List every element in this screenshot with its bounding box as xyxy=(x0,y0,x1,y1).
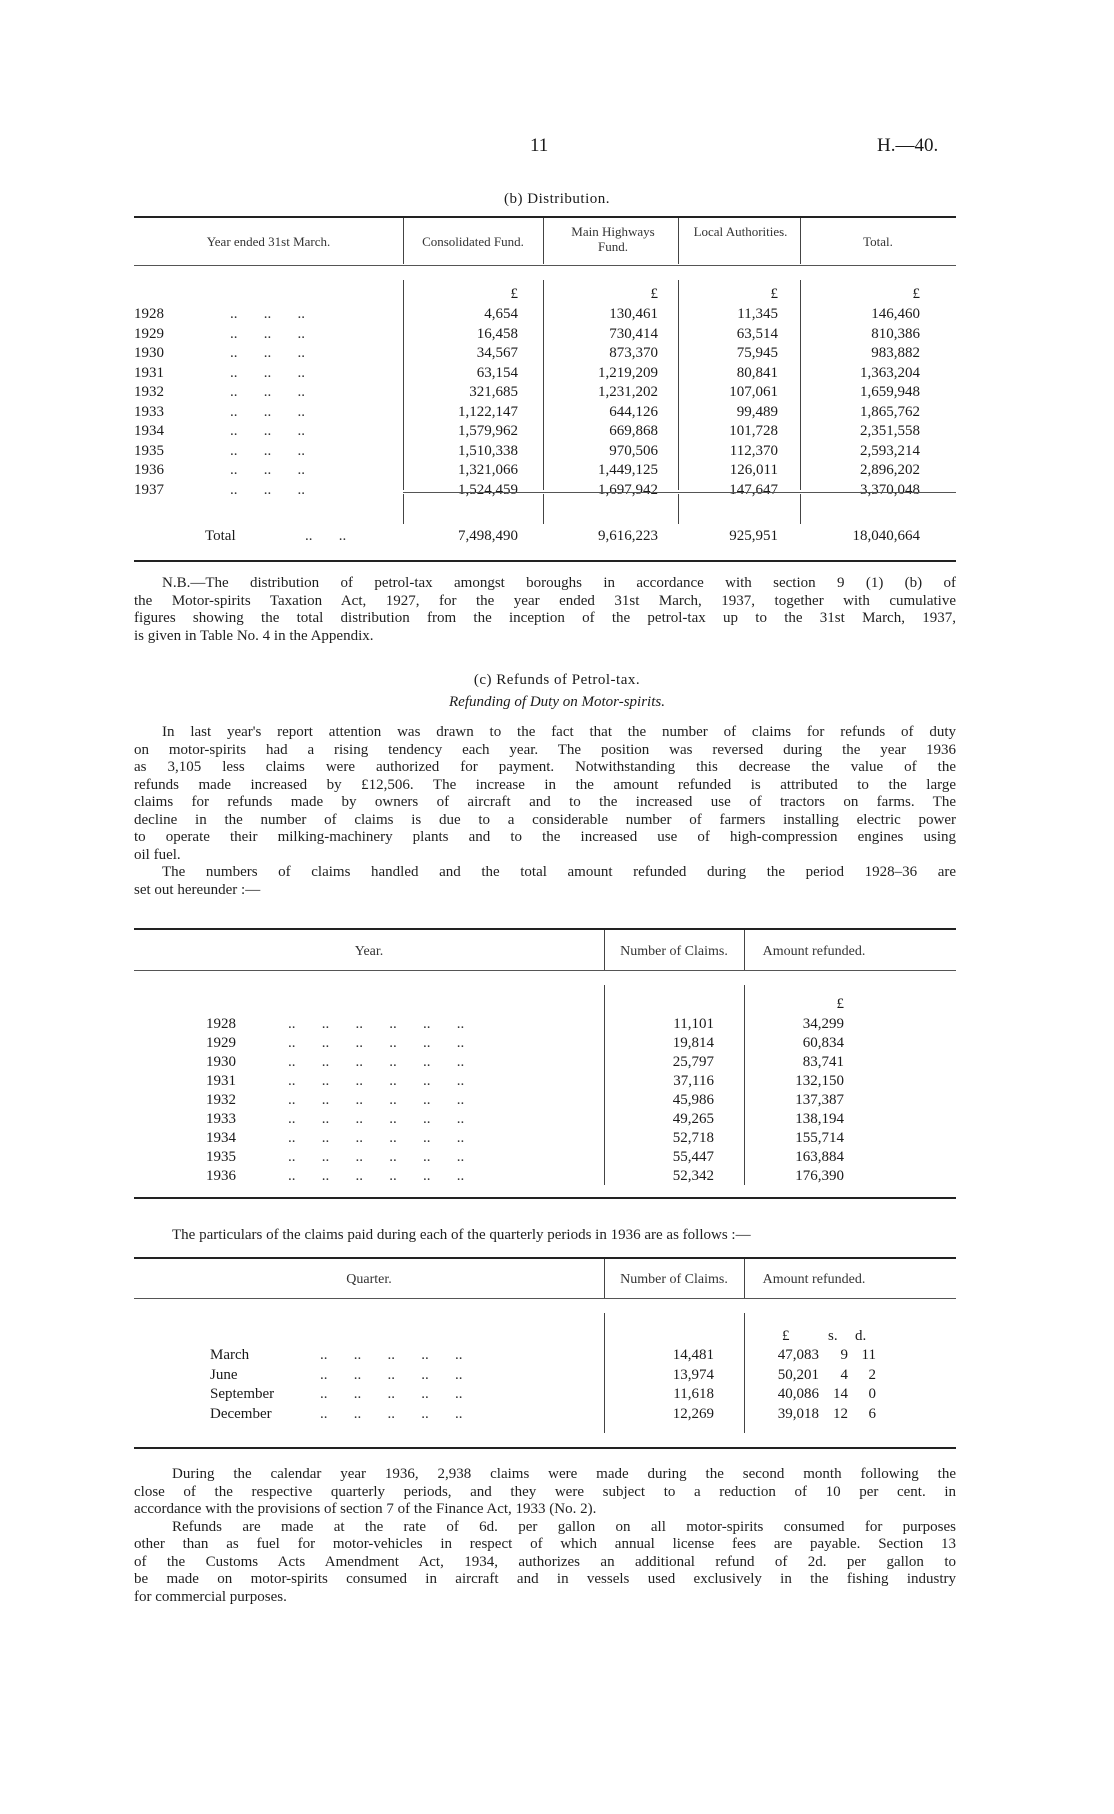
row-year: 1934 xyxy=(134,423,164,439)
column-header-claims: Number of Claims. xyxy=(620,944,728,959)
row-claims: 45,986 xyxy=(672,1092,714,1108)
row-consolidated: 1,321,066 xyxy=(458,462,518,478)
row-pounds: 47,083 xyxy=(777,1347,819,1363)
rule xyxy=(134,216,956,218)
total-row-label: Total xyxy=(205,528,236,544)
row-pence: 6 xyxy=(868,1405,876,1422)
row-highways: 644,126 xyxy=(609,403,658,420)
row-amount: 163,884 xyxy=(795,1149,844,1165)
row-local: 99,489 xyxy=(736,403,778,420)
row-pence: 0 xyxy=(868,1386,876,1402)
rule xyxy=(134,1447,956,1449)
leader-dots: .. .. .. .. .. .. xyxy=(288,1092,465,1108)
text-line: figures showing the total distribution from the inception of the petrol-tax up to the 31st March, 1937, xyxy=(134,610,956,626)
leader-dots: .. .. .. xyxy=(230,364,305,381)
text-line: decline in the number of claims is due to a considerable number of farmers installing electric power xyxy=(134,811,956,828)
row-pounds: 39,018 xyxy=(777,1405,819,1422)
row-year: 1930 xyxy=(134,345,164,361)
row-year: 1931 xyxy=(134,364,164,381)
refunds-paragraph xyxy=(134,724,956,899)
row-consolidated: 1,122,147 xyxy=(458,403,518,420)
row-pence: 11 xyxy=(861,1347,876,1363)
row-consolidated: 34,567 xyxy=(476,345,518,361)
row-consolidated: 321,685 xyxy=(469,384,518,400)
row-local: 107,061 xyxy=(729,384,778,400)
row-year: 1937 xyxy=(134,481,164,498)
row-total: 1,363,204 xyxy=(860,364,920,381)
text-line: Refunds are made at the rate of 6d. per gallon on all motor-spirits consumed for purposes xyxy=(172,1518,956,1535)
text-line: for commercial purposes. xyxy=(134,1588,287,1605)
row-consolidated: 4,654 xyxy=(484,306,518,322)
text-line: other than as fuel for motor-vehicles in respect of which annual license fees are payable. Section 13 xyxy=(134,1536,956,1552)
total-highways: 9,616,223 xyxy=(598,528,658,544)
refunds-title: (c) Refunds of Petrol-tax. xyxy=(473,672,641,688)
rule xyxy=(134,1298,956,1299)
leader-dots: .. .. .. xyxy=(230,384,305,400)
text-line: is given in Table No. 4 in the Appendix. xyxy=(134,627,374,644)
row-highways: 730,414 xyxy=(609,325,658,342)
text-line: During the calendar year 1936, 2,938 claims were made during the second month following the xyxy=(172,1466,956,1482)
leader-dots: .. .. .. xyxy=(230,462,305,478)
row-claims: 52,718 xyxy=(672,1130,714,1146)
leader-dots: .. .. .. xyxy=(230,403,305,420)
leader-dots: .. .. .. .. .. .. xyxy=(288,1111,465,1127)
text-line: close of the respective quarterly periods, and they were subject to a reduction of 10 per cent. in xyxy=(134,1483,956,1500)
document-reference: H.—40. xyxy=(877,135,939,156)
row-total: 2,593,214 xyxy=(860,442,920,459)
rule xyxy=(134,1257,956,1259)
row-local: 112,370 xyxy=(729,442,778,459)
leader-dots: .. .. .. .. .. xyxy=(320,1366,463,1383)
currency-symbol: £ xyxy=(770,286,778,302)
row-claims: 14,481 xyxy=(672,1347,714,1363)
row-consolidated: 1,510,338 xyxy=(458,442,518,459)
rule xyxy=(134,560,956,562)
text-line: In last year's report attention was drawn to the fact that the number of claims for refunds of duty xyxy=(162,724,956,740)
row-highways: 1,219,209 xyxy=(598,364,658,381)
total-consolidated: 7,498,490 xyxy=(458,528,518,544)
leader-dots: .. .. .. .. .. .. xyxy=(288,1073,465,1089)
row-claims: 11,101 xyxy=(673,1016,714,1032)
text-line: on motor-spirits had a rising tendency each year. The position was reversed during the year 1936 xyxy=(134,741,956,758)
row-total: 983,882 xyxy=(871,345,920,361)
column-header-year: Year ended 31st March. xyxy=(206,234,331,249)
leader-dots: .. .. .. .. .. xyxy=(320,1347,463,1363)
row-quarter: March xyxy=(210,1347,250,1363)
row-quarter: June xyxy=(210,1366,238,1383)
row-local: 80,841 xyxy=(736,364,778,381)
total-local: 925,951 xyxy=(729,528,778,544)
row-claims: 12,269 xyxy=(672,1405,714,1422)
page-number: 11 xyxy=(530,135,549,156)
row-claims: 25,797 xyxy=(672,1054,714,1070)
row-total: 810,386 xyxy=(871,325,920,342)
row-shillings: 9 xyxy=(840,1347,848,1363)
text-line: N.B.—The distribution of petrol-tax amongst boroughs in accordance with section 9 (1) (b) of xyxy=(162,575,956,591)
row-year: 1928 xyxy=(134,306,164,322)
row-local: 101,728 xyxy=(729,423,778,439)
rule xyxy=(134,970,956,971)
leader-dots: .. .. .. .. .. .. xyxy=(288,1016,465,1032)
row-claims: 19,814 xyxy=(672,1035,714,1051)
document-page: 11 H.—40. (b) Distribution. Year ended 31st March. Consolidated Fund. Main Highways Fund. Local Authorities. Total. £ £ £ £ 1928 .. .. .. 4,654 130,461 11,345 146,460 1929 .. .. .. 16,458 730,414 63,514 810,386 1930 .. .. .. 34,567 873,370 75,945 983,882 1931 .. .. .. 63,154 1,219,209 80,841 1,363,204 1932 .. .. .. 321,685 1,231,202 107,061 1,659,948 1933 .. .. .. 1,122,147 644,126 99,489 1,865,762 1934 .. .. .. 1,579,962 669,868 101,728 2,351,558 1935 .. .. .. 1,510,338 970,506 112,370 2,593,214 1936 .. .. .. 1,321,066 1,449,125 126,011 2,896,202 1937 .. .. .. 1,524,459 1,697,942 147,647 3,370,048 Total .. .. 7,498,490 9,616,223 925,951 18,040,664 N.B.—The distribution of petrol-tax amongst boroughs in accordance with section 9 (1) (b) of the Motor-spirits Taxation Act, 1927, for the year ended 31st March, 1937, together with cumulative figures showing the total distribution from the inception of the petrol-tax up to the 31st March, 1937, is given in Table No. 4 in the Appendix. (c) Refunds of Petrol-tax. Refunding of Duty on Motor-spirits. In last year's report attention was drawn to the fact that the number of claims for refunds of duty on motor-spirits had a rising tendency each year. The position was reversed during the year 1936 as 3,105 less claims were authorized for payment. Notwithstanding this decrease the value of the refunds made increased by £12,506. The increase in the amount refunded is attributed to the large claims for refunds made by owners of aircraft and to the increased use of tractors on farms. The decline in the number of claims is due to a considerable number of farmers installing electric power to operate their milking-machinery plants and to the increased use of high-compression engines using oil fuel. The numbers of claims handled and the total amount refunded during the period 1928–36 are set out hereunder :— Year. Number of Claims. Amount refunded. £ 1928 .. .. .. .. .. .. 11,101 34,299 1929 .. .. .. .. .. .. 19,814 60,834 1930 .. .. .. .. .. .. 25,797 83,741 1931 .. .. .. .. .. .. 37,116 132,150 1932 .. .. .. .. .. .. 45,986 137,387 1933 .. .. .. .. .. .. 49,265 138,194 1934 .. .. .. .. .. .. 52,718 155,714 1935 .. .. .. .. .. .. 55,447 163,884 1936 .. .. .. .. .. .. 52,342 176,390 The particulars of the claims paid during each of the quarterly periods in 1936 are as follows :— Quarter. Number of Claims. Amount refunded. £ s. d. March .. .. .. .. .. 14,481 47,083 9 11 June .. .. .. .. .. 13,974 50,201 4 2 September .. .. .. .. .. 11,618 40,086 14 0 December .. .. .. .. .. 12,269 39,018 12 6 During the calendar year 1936, 2,938 claims were made during the second month following the close of the respective quarterly periods, and they were subject to a reduction of 10 per cent. in accordance with the provisions of section 7 of the Finance Act, 1933 (No. 2). Refunds are made at the rate of 6d. per gallon on all motor-spirits consumed for purposes other than as fuel for motor-vehicles in respect of which annual license fees are payable. Section 13 of the Customs Acts Amendment Act, 1934, authorizes an additional refund of 2d. per gallon to be made on motor-spirits consumed in aircraft and in vessels used exclusively in the fishing industry for commercial purposes. xyxy=(0,0,1114,1814)
row-total: 2,896,202 xyxy=(860,462,920,478)
leader-dots: .. .. .. .. .. .. xyxy=(288,1054,465,1070)
row-highways: 873,370 xyxy=(609,345,658,361)
text-line: the Motor-spirits Taxation Act, 1927, for the year ended 31st March, 1937, together with cumulative xyxy=(134,592,956,609)
leader-dots: .. .. .. xyxy=(230,306,305,322)
row-amount: 34,299 xyxy=(802,1016,844,1032)
text-line: of the Customs Acts Amendment Act, 1934, authorizes an additional refund of 2d. per gallon to xyxy=(134,1553,956,1570)
distribution-title: (b) Distribution. xyxy=(504,191,610,207)
currency-symbol: £ xyxy=(510,286,518,302)
column-header-consolidated: Consolidated Fund. xyxy=(422,234,524,249)
row-year: 1932 xyxy=(134,384,164,400)
row-quarter: September xyxy=(210,1386,275,1402)
row-amount: 155,714 xyxy=(795,1130,844,1146)
row-year: 1931 xyxy=(206,1073,236,1089)
row-shillings: 12 xyxy=(833,1405,848,1422)
row-highways: 970,506 xyxy=(609,442,658,459)
row-local: 63,514 xyxy=(736,325,778,342)
text-line: The numbers of claims handled and the total amount refunded during the period 1928–36 are xyxy=(162,864,956,880)
leader-dots: .. .. .. xyxy=(230,442,305,459)
column-header-amount: Amount refunded. xyxy=(762,1272,866,1287)
row-total: 1,865,762 xyxy=(860,403,920,420)
row-year: 1933 xyxy=(206,1111,236,1127)
row-year: 1929 xyxy=(134,325,164,342)
row-highways: 669,868 xyxy=(609,423,658,439)
text-line: refunds made increased by £12,506. The increase in the amount refunded is attributed to the large xyxy=(134,776,956,793)
refunds-subtitle: Refunding of Duty on Motor-spirits. xyxy=(449,694,665,710)
text-line: oil fuel. xyxy=(134,846,181,863)
row-year: 1930 xyxy=(206,1054,236,1070)
row-highways: 1,449,125 xyxy=(598,462,658,478)
currency-symbol: £ xyxy=(650,286,658,302)
row-local: 147,647 xyxy=(729,481,778,498)
row-consolidated: 1,579,962 xyxy=(458,423,518,439)
text-line: The particulars of the claims paid during each of the quarterly periods in 1936 are as follows :— xyxy=(172,1227,751,1243)
leader-dots: .. .. .. xyxy=(230,345,305,361)
leader-dots: .. .. .. .. .. .. xyxy=(288,1149,465,1165)
row-year: 1933 xyxy=(134,403,164,420)
row-claims: 13,974 xyxy=(672,1366,714,1383)
nb-paragraph xyxy=(134,575,956,645)
text-line: set out hereunder :— xyxy=(134,881,261,898)
column-header-quarter: Quarter. xyxy=(346,1272,392,1287)
text-line: be made on motor-spirits consumed in aircraft and in vessels used exclusively in the fishing industry xyxy=(134,1571,956,1587)
column-header-claims: Number of Claims. xyxy=(620,1272,728,1287)
row-pounds: 50,201 xyxy=(777,1366,819,1383)
row-highways: 130,461 xyxy=(609,306,658,322)
leader-dots: .. .. .. xyxy=(230,325,305,342)
leader-dots: .. .. .. .. .. xyxy=(320,1405,463,1422)
rule xyxy=(134,1197,956,1199)
total-total: 18,040,664 xyxy=(852,528,920,544)
row-local: 75,945 xyxy=(736,345,778,361)
text-line: claims for refunds made by owners of aircraft and to the increased use of tractors on farms. The xyxy=(134,794,956,810)
row-claims: 49,265 xyxy=(672,1111,714,1127)
unit-pounds: £ xyxy=(782,1328,790,1344)
row-year: 1936 xyxy=(206,1168,236,1184)
leader-dots: .. .. .. .. .. xyxy=(320,1386,463,1402)
row-shillings: 4 xyxy=(840,1366,848,1383)
row-local: 126,011 xyxy=(729,462,778,478)
row-claims: 37,116 xyxy=(673,1073,714,1089)
currency-symbol: £ xyxy=(912,286,920,302)
rule xyxy=(134,928,956,930)
row-amount: 138,194 xyxy=(795,1111,844,1127)
row-consolidated: 63,154 xyxy=(476,364,518,381)
row-pence: 2 xyxy=(868,1366,876,1383)
row-year: 1929 xyxy=(206,1035,236,1051)
row-amount: 176,390 xyxy=(795,1168,844,1184)
row-pounds: 40,086 xyxy=(777,1386,819,1402)
final-paragraph xyxy=(134,1466,956,1606)
text-line: accordance with the provisions of section 7 of the Finance Act, 1933 (No. 2). xyxy=(134,1501,597,1517)
column-header-local: Local Authorities. xyxy=(693,224,788,239)
row-year: 1932 xyxy=(206,1092,236,1108)
leader-dots: .. .. .. .. .. .. xyxy=(288,1035,465,1051)
row-total: 3,370,048 xyxy=(860,481,920,498)
leader-dots: .. .. .. .. .. .. xyxy=(288,1130,465,1146)
row-amount: 60,834 xyxy=(802,1035,844,1051)
row-total: 1,659,948 xyxy=(860,384,920,400)
quarterly-intro xyxy=(134,1227,956,1245)
row-claims: 52,342 xyxy=(672,1168,714,1184)
row-highways: 1,231,202 xyxy=(598,384,658,400)
row-amount: 83,741 xyxy=(802,1054,844,1070)
row-quarter: December xyxy=(210,1405,272,1422)
row-shillings: 14 xyxy=(833,1386,848,1402)
row-year: 1934 xyxy=(206,1130,236,1146)
row-claims: 11,618 xyxy=(673,1386,714,1402)
leader-dots: .. .. .. xyxy=(230,423,305,439)
row-amount: 137,387 xyxy=(795,1092,844,1108)
text-line: as 3,105 less claims were authorized for payment. Notwithstanding this decrease the value of the xyxy=(134,759,956,775)
column-header-amount: Amount refunded. xyxy=(762,944,866,959)
row-year: 1936 xyxy=(134,462,164,478)
rule xyxy=(403,492,956,493)
leader-dots: .. .. .. .. .. .. xyxy=(288,1168,465,1184)
column-header-highways: Main Highways Fund. xyxy=(571,224,655,254)
row-consolidated: 16,458 xyxy=(476,325,518,342)
row-year: 1935 xyxy=(134,442,164,459)
row-highways: 1,697,942 xyxy=(598,481,658,498)
text-line: to operate their milking-machinery plants and to the increased use of high-compression engines using xyxy=(134,829,956,845)
unit-pence: d. xyxy=(855,1328,867,1344)
column-header-total: Total. xyxy=(863,234,893,249)
unit-shillings: s. xyxy=(828,1328,838,1344)
row-year: 1935 xyxy=(206,1149,236,1165)
row-year: 1928 xyxy=(206,1016,236,1032)
row-amount: 132,150 xyxy=(795,1073,844,1089)
rule xyxy=(134,265,956,266)
page-header xyxy=(0,135,1114,165)
row-claims: 55,447 xyxy=(672,1149,714,1165)
row-consolidated: 1,524,459 xyxy=(458,481,518,498)
currency-symbol: £ xyxy=(836,996,844,1012)
row-local: 11,345 xyxy=(737,306,778,322)
column-header-year: Year. xyxy=(354,944,384,959)
row-total: 2,351,558 xyxy=(860,423,920,439)
row-total: 146,460 xyxy=(871,306,920,322)
leader-dots: .. .. .. xyxy=(230,481,305,498)
